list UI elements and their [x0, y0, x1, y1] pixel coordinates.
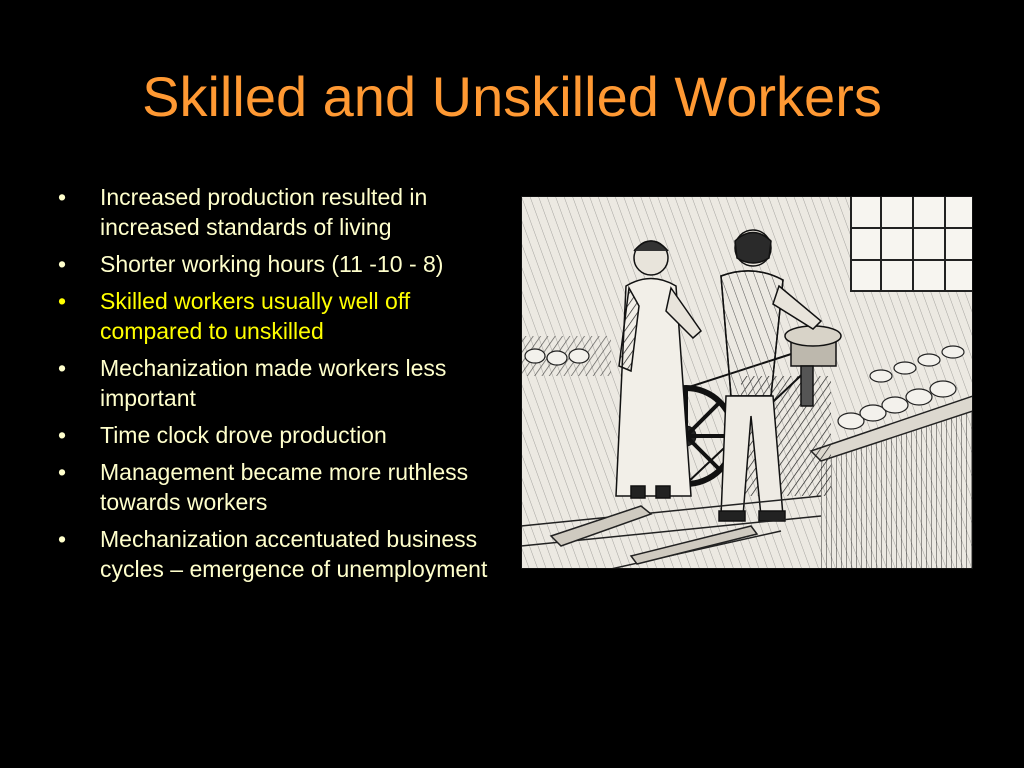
bullet-text: Skilled workers usually well off compared to unskilled — [100, 288, 411, 344]
bullet-dot: • — [58, 526, 67, 552]
bullet-text: Time clock drove production — [100, 422, 387, 448]
bullet-text: Increased production resulted in increased standards of living — [100, 184, 428, 240]
slide-title: Skilled and Unskilled Workers — [142, 65, 882, 128]
bullet-dot: • — [58, 355, 67, 381]
bullet-text: Shorter working hours (11 -10 - 8) — [100, 251, 444, 277]
engraving-drawing — [521, 196, 973, 569]
bullet-item — [58, 249, 508, 279]
bullet-list — [58, 182, 508, 591]
bullet-item — [58, 353, 508, 413]
bullet-item — [58, 457, 508, 517]
factory-illustration — [521, 196, 973, 569]
window-frame — [851, 196, 973, 291]
bullet-dot: • — [58, 459, 67, 485]
bullet-dot: • — [58, 288, 67, 314]
bullet-dot: • — [58, 422, 67, 448]
bullet-item — [58, 420, 508, 450]
bullet-item — [58, 182, 508, 242]
bullet-text: Management became more ruthless towards workers — [100, 459, 469, 515]
bullet-text: Mechanization made workers less important — [100, 355, 447, 411]
bullet-text: Mechanization accentuated business cycles – emergence of unemployment — [100, 526, 488, 582]
bullet-item — [58, 524, 508, 584]
bullet-dot: • — [58, 251, 67, 277]
bullet-item — [58, 286, 508, 346]
bullet-dot: • — [58, 184, 67, 210]
